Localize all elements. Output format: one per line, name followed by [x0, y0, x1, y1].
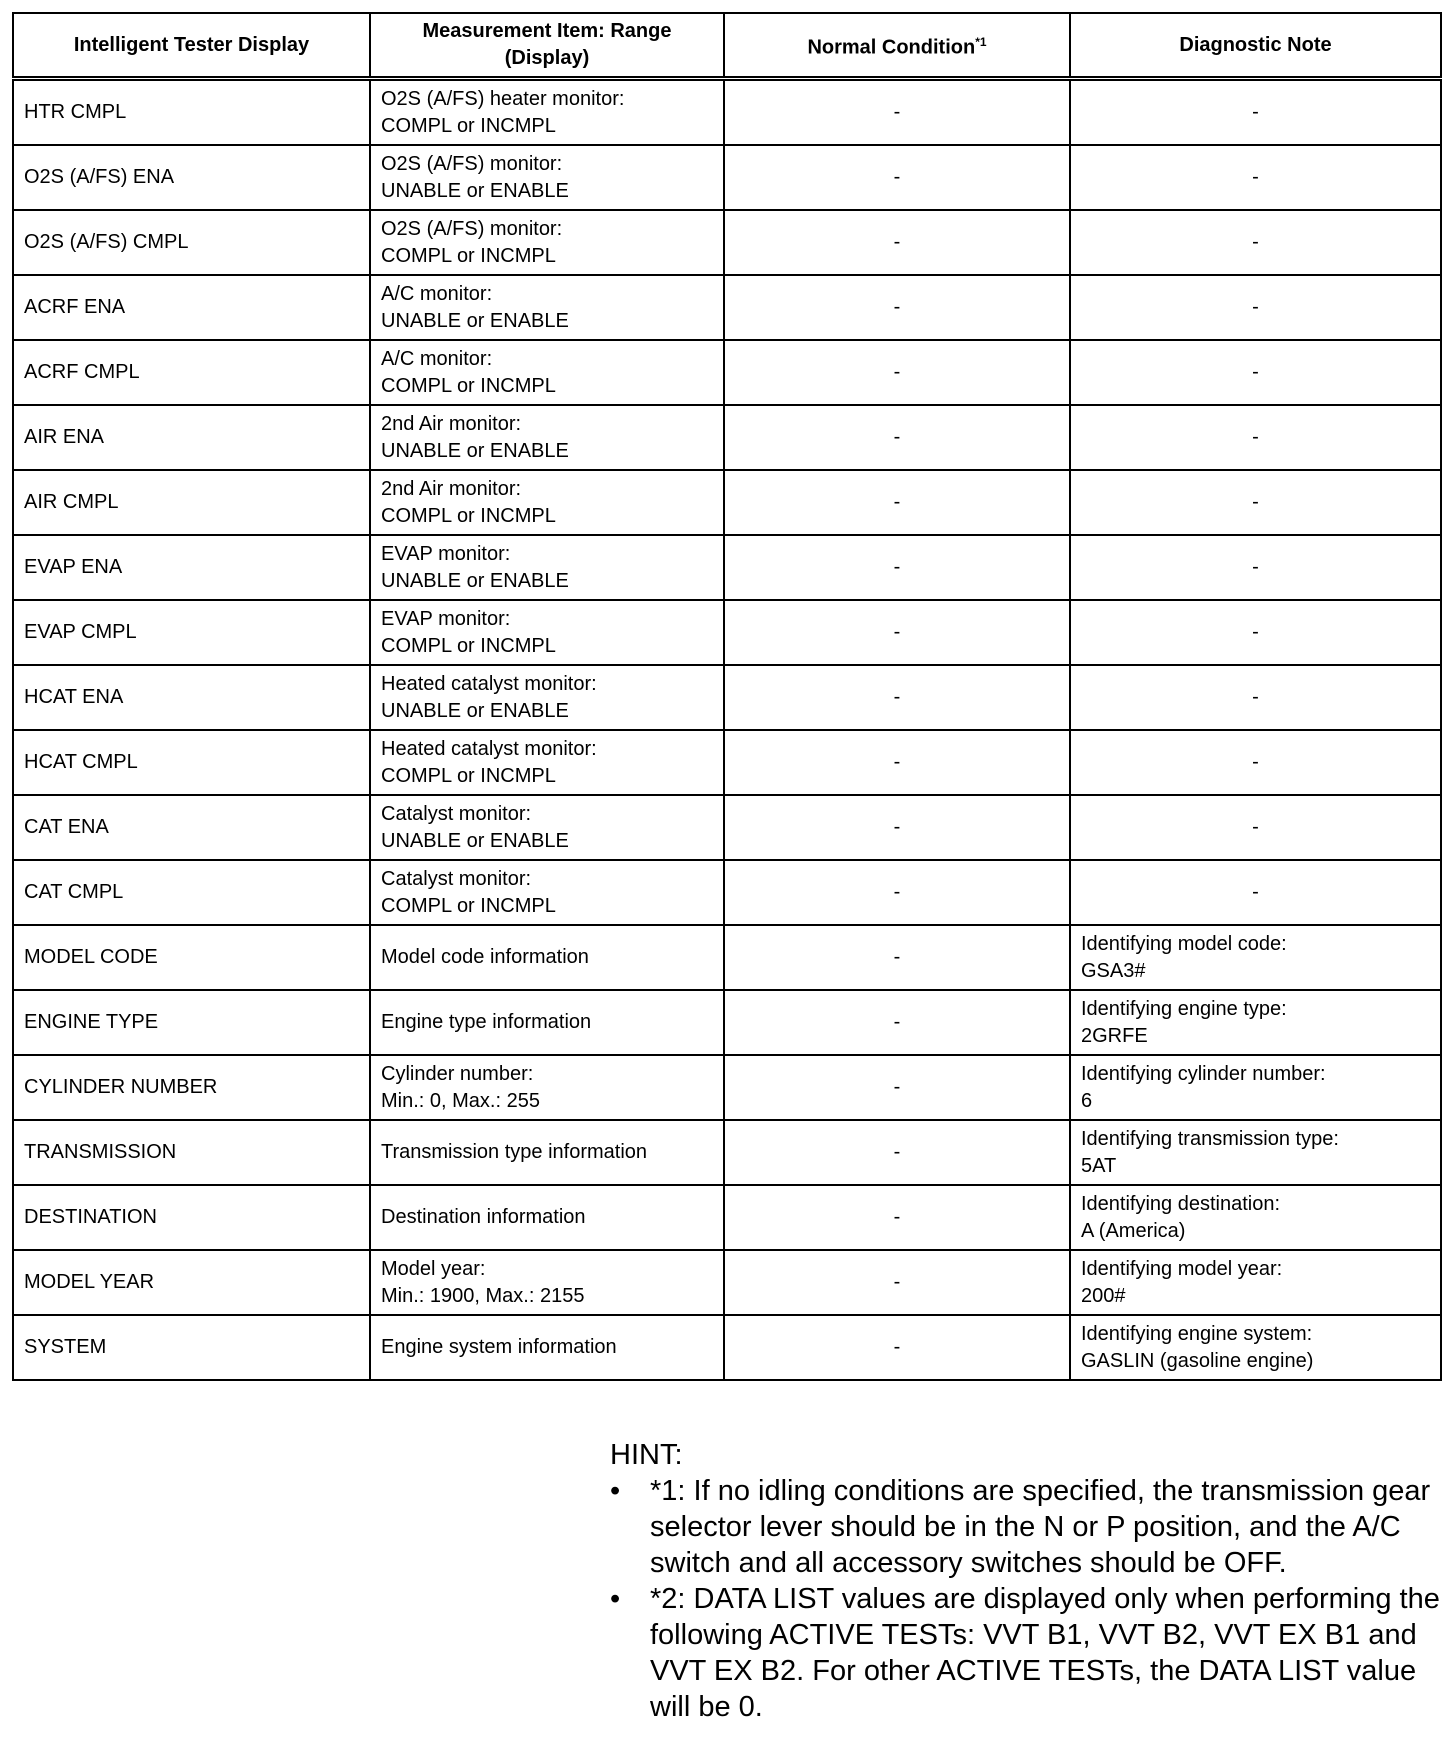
cell-normal-condition-text: - [893, 296, 901, 318]
cell-diagnostic-note-text: - [1252, 686, 1259, 708]
cell-diagnostic-note-text: Identifying model year: [1081, 1257, 1283, 1280]
cell-tester-display-text: AIR CMPL [24, 491, 119, 513]
cell-measurement-item-text: Min.: 0, Max.: 255 [381, 1089, 540, 1112]
cell-measurement-item-text: Heated catalyst monitor: [381, 672, 597, 695]
header-normal-condition [724, 13, 1070, 79]
cell-measurement-item [370, 470, 724, 535]
cell-tester-display-text: O2S (A/FS) ENA [24, 166, 175, 188]
cell-tester-display-text: CYLINDER NUMBER [24, 1076, 218, 1098]
cell-measurement-item [370, 730, 724, 795]
cell-diagnostic-note-text: Identifying transmission type: [1081, 1127, 1339, 1150]
cell-tester-display [13, 210, 370, 275]
table-row [13, 1120, 1441, 1185]
cell-measurement-item-text: Cylinder number: [381, 1062, 534, 1085]
cell-diagnostic-note-text: Identifying engine system: [1081, 1322, 1313, 1345]
cell-diagnostic-note [1070, 795, 1441, 860]
cell-tester-display [13, 340, 370, 405]
cell-tester-display [13, 990, 370, 1055]
cell-measurement-item-text: O2S (A/FS) monitor: [381, 152, 563, 175]
cell-measurement-item [370, 925, 724, 990]
table-row [13, 535, 1441, 600]
cell-diagnostic-note [1070, 275, 1441, 340]
cell-tester-display [13, 1055, 370, 1120]
table-row [13, 1315, 1441, 1380]
cell-normal-condition-text: - [893, 621, 901, 643]
cell-diagnostic-note-text: - [1252, 426, 1259, 448]
cell-tester-display-text: CAT ENA [24, 816, 109, 838]
cell-diagnostic-note [1070, 1315, 1441, 1380]
cell-measurement-item-text: A/C monitor: [381, 282, 493, 305]
cell-measurement-item-text: Destination information [381, 1206, 586, 1228]
cell-normal-condition [724, 990, 1070, 1055]
cell-measurement-item [370, 1185, 724, 1250]
table-row [13, 990, 1441, 1055]
table-row [13, 925, 1441, 990]
cell-tester-display [13, 275, 370, 340]
cell-measurement-item-text: Model code information [381, 946, 589, 968]
cell-normal-condition [724, 1315, 1070, 1380]
cell-measurement-item [370, 210, 724, 275]
cell-normal-condition-text: - [893, 1011, 901, 1033]
cell-tester-display-text: EVAP CMPL [24, 621, 137, 643]
cell-normal-condition-text: - [893, 946, 901, 968]
table-row [13, 210, 1441, 275]
cell-measurement-item [370, 535, 724, 600]
cell-tester-display [13, 860, 370, 925]
cell-measurement-item-text: COMPL or INCMPL [381, 634, 556, 657]
table-row [13, 795, 1441, 860]
cell-diagnostic-note-text: - [1252, 881, 1259, 903]
cell-diagnostic-note-text: - [1252, 491, 1259, 513]
cell-diagnostic-note-text: - [1252, 621, 1259, 643]
cell-measurement-item-text: Engine type information [381, 1011, 592, 1033]
cell-measurement-item [370, 1055, 724, 1120]
cell-normal-condition [724, 340, 1070, 405]
hint-list [610, 1473, 1450, 1725]
cell-diagnostic-note-text: - [1252, 296, 1259, 318]
cell-measurement-item-text: COMPL or INCMPL [381, 764, 556, 787]
cell-normal-condition [724, 1185, 1070, 1250]
cell-tester-display-text: DESTINATION [24, 1206, 157, 1228]
cell-measurement-item-text: COMPL or INCMPL [381, 894, 556, 917]
cell-measurement-item [370, 860, 724, 925]
cell-normal-condition-text: - [893, 1076, 901, 1098]
cell-normal-condition [724, 860, 1070, 925]
cell-normal-condition [724, 1120, 1070, 1185]
cell-tester-display [13, 1250, 370, 1315]
cell-normal-condition [724, 79, 1070, 146]
header-measurement-item-line1: Measurement Item: Range [422, 20, 672, 42]
cell-measurement-item-text: EVAP monitor: [381, 542, 511, 565]
cell-normal-condition [724, 405, 1070, 470]
cell-normal-condition [724, 925, 1070, 990]
cell-diagnostic-note [1070, 210, 1441, 275]
cell-measurement-item-text: UNABLE or ENABLE [381, 179, 569, 202]
cell-tester-display-text: CAT CMPL [24, 881, 124, 903]
cell-diagnostic-note [1070, 535, 1441, 600]
hint-section [610, 1437, 1450, 1725]
cell-normal-condition-text: - [893, 881, 901, 903]
cell-tester-display [13, 535, 370, 600]
cell-diagnostic-note-text: GASLIN (gasoline engine) [1081, 1349, 1314, 1372]
cell-normal-condition-text: - [893, 1141, 901, 1163]
table-header-row [13, 13, 1441, 79]
cell-normal-condition [724, 600, 1070, 665]
cell-normal-condition-text: - [893, 101, 901, 123]
hint-item [610, 1473, 1450, 1581]
cell-normal-condition [724, 145, 1070, 210]
cell-measurement-item [370, 275, 724, 340]
cell-measurement-item [370, 1120, 724, 1185]
footnote-ref: *1 [975, 34, 987, 49]
cell-diagnostic-note [1070, 990, 1441, 1055]
table-row [13, 730, 1441, 795]
cell-normal-condition-text: - [893, 426, 901, 448]
cell-diagnostic-note-text: Identifying model code: [1081, 932, 1287, 955]
cell-diagnostic-note [1070, 340, 1441, 405]
table-row [13, 1185, 1441, 1250]
cell-diagnostic-note-text: - [1252, 816, 1259, 838]
cell-tester-display-text: AIR ENA [24, 426, 105, 448]
cell-diagnostic-note-text: 6 [1081, 1089, 1093, 1112]
cell-tester-display [13, 795, 370, 860]
table-row [13, 340, 1441, 405]
cell-normal-condition [724, 470, 1070, 535]
cell-diagnostic-note [1070, 1055, 1441, 1120]
cell-tester-display-text: MODEL CODE [24, 946, 158, 968]
hint-title: HINT: [610, 1439, 683, 1471]
cell-diagnostic-note [1070, 470, 1441, 535]
cell-normal-condition [724, 1055, 1070, 1120]
cell-measurement-item-text: Catalyst monitor: [381, 867, 532, 890]
cell-diagnostic-note-text: A (America) [1081, 1219, 1186, 1242]
cell-diagnostic-note [1070, 145, 1441, 210]
cell-measurement-item [370, 600, 724, 665]
cell-tester-display [13, 925, 370, 990]
cell-diagnostic-note-text: 2GRFE [1081, 1024, 1148, 1047]
cell-measurement-item-text: UNABLE or ENABLE [381, 569, 569, 592]
cell-diagnostic-note [1070, 730, 1441, 795]
cell-normal-condition-text: - [893, 166, 901, 188]
cell-diagnostic-note-text: - [1252, 166, 1259, 188]
cell-measurement-item-text: COMPL or INCMPL [381, 374, 556, 397]
cell-normal-condition [724, 210, 1070, 275]
cell-normal-condition-text: - [893, 1271, 901, 1293]
cell-measurement-item [370, 405, 724, 470]
table-row [13, 470, 1441, 535]
cell-diagnostic-note [1070, 1250, 1441, 1315]
hint-item [610, 1581, 1450, 1725]
cell-normal-condition [724, 665, 1070, 730]
table-row [13, 405, 1441, 470]
cell-normal-condition-text: - [893, 556, 901, 578]
cell-tester-display-text: ENGINE TYPE [24, 1011, 159, 1033]
cell-tester-display-text: HCAT ENA [24, 686, 124, 708]
cell-tester-display-text: SYSTEM [24, 1336, 107, 1358]
cell-diagnostic-note [1070, 1185, 1441, 1250]
header-measurement-item [370, 13, 724, 79]
cell-normal-condition-text: - [893, 686, 901, 708]
table-row [13, 665, 1441, 730]
cell-tester-display [13, 470, 370, 535]
cell-measurement-item [370, 340, 724, 405]
cell-measurement-item [370, 795, 724, 860]
cell-measurement-item-text: UNABLE or ENABLE [381, 829, 569, 852]
cell-measurement-item-text: Catalyst monitor: [381, 802, 532, 825]
cell-normal-condition-text: - [893, 361, 901, 383]
cell-measurement-item [370, 79, 724, 146]
cell-diagnostic-note-text: 200# [1081, 1284, 1126, 1307]
cell-tester-display-text: ACRF CMPL [24, 361, 140, 383]
hint-item-text: *2: DATA LIST values are displayed only when performing the following ACTIVE TESTs: VVT B1, VVT B2, VVT EX B1 and VVT EX B2. For other ACTIVE TESTs, the DATA LIST value will be 0. [650, 1583, 1440, 1723]
cell-diagnostic-note [1070, 925, 1441, 990]
header-measurement-item-line2: (Display) [504, 47, 590, 69]
cell-diagnostic-note [1070, 860, 1441, 925]
cell-tester-display-text: MODEL YEAR [24, 1271, 155, 1293]
cell-measurement-item [370, 665, 724, 730]
cell-normal-condition [724, 730, 1070, 795]
cell-normal-condition [724, 275, 1070, 340]
cell-diagnostic-note [1070, 1120, 1441, 1185]
table-row [13, 600, 1441, 665]
cell-diagnostic-note-text: - [1252, 361, 1259, 383]
cell-tester-display [13, 730, 370, 795]
table-row [13, 79, 1441, 146]
cell-measurement-item [370, 145, 724, 210]
hint-item-text: *1: If no idling conditions are specified, the transmission gear selector lever should be in the N or P position, and the A/C switch and all accessory switches should be OFF. [650, 1475, 1431, 1579]
header-normal-condition-label: Normal Condition [807, 36, 976, 59]
cell-measurement-item-text: UNABLE or ENABLE [381, 309, 569, 332]
cell-tester-display-text: TRANSMISSION [24, 1141, 177, 1163]
cell-normal-condition-text: - [893, 231, 901, 253]
cell-measurement-item-text: O2S (A/FS) monitor: [381, 217, 563, 240]
cell-measurement-item-text: Transmission type information [381, 1141, 648, 1163]
cell-normal-condition-text: - [893, 816, 901, 838]
header-diagnostic-note: Diagnostic Note [1070, 13, 1441, 79]
cell-measurement-item-text: 2nd Air monitor: [381, 412, 522, 435]
cell-tester-display [13, 145, 370, 210]
cell-measurement-item-text: Model year: [381, 1257, 486, 1280]
cell-diagnostic-note-text: Identifying cylinder number: [1081, 1062, 1326, 1085]
cell-diagnostic-note-text: Identifying engine type: [1081, 997, 1287, 1020]
cell-tester-display [13, 79, 370, 146]
cell-measurement-item-text: UNABLE or ENABLE [381, 699, 569, 722]
cell-measurement-item-text: UNABLE or ENABLE [381, 439, 569, 462]
cell-normal-condition [724, 535, 1070, 600]
cell-diagnostic-note [1070, 665, 1441, 730]
cell-tester-display [13, 405, 370, 470]
table-row [13, 1250, 1441, 1315]
cell-measurement-item-text: EVAP monitor: [381, 607, 511, 630]
cell-normal-condition-text: - [893, 751, 901, 773]
cell-diagnostic-note-text: - [1252, 231, 1259, 253]
cell-tester-display-text: HCAT CMPL [24, 751, 138, 773]
cell-normal-condition-text: - [893, 1206, 901, 1228]
cell-measurement-item-text: COMPL or INCMPL [381, 114, 556, 137]
cell-measurement-item [370, 1250, 724, 1315]
cell-tester-display [13, 1120, 370, 1185]
table-row [13, 145, 1441, 210]
cell-measurement-item [370, 990, 724, 1055]
cell-tester-display [13, 600, 370, 665]
cell-normal-condition-text: - [893, 491, 901, 513]
bullet-icon: • [610, 1475, 621, 1507]
cell-diagnostic-note [1070, 405, 1441, 470]
cell-diagnostic-note [1070, 79, 1441, 146]
cell-measurement-item-text: Heated catalyst monitor: [381, 737, 597, 760]
cell-tester-display [13, 1185, 370, 1250]
table-row [13, 860, 1441, 925]
cell-normal-condition [724, 795, 1070, 860]
cell-measurement-item-text: 2nd Air monitor: [381, 477, 522, 500]
cell-measurement-item-text: Min.: 1900, Max.: 2155 [381, 1284, 585, 1307]
cell-normal-condition [724, 1250, 1070, 1315]
cell-measurement-item-text: O2S (A/FS) heater monitor: [381, 87, 625, 110]
header-tester-display: Intelligent Tester Display [13, 13, 370, 79]
data-list-table [12, 12, 1442, 1381]
cell-tester-display [13, 1315, 370, 1380]
cell-diagnostic-note [1070, 600, 1441, 665]
cell-tester-display-text: O2S (A/FS) CMPL [24, 231, 189, 253]
cell-diagnostic-note-text: 5AT [1081, 1154, 1117, 1177]
cell-normal-condition-text: - [893, 1336, 901, 1358]
cell-measurement-item-text: Engine system information [381, 1336, 617, 1358]
cell-tester-display-text: ACRF ENA [24, 296, 126, 318]
cell-diagnostic-note-text: GSA3# [1081, 959, 1146, 982]
cell-measurement-item [370, 1315, 724, 1380]
cell-measurement-item-text: COMPL or INCMPL [381, 504, 556, 527]
table-row [13, 1055, 1441, 1120]
cell-diagnostic-note-text: Identifying destination: [1081, 1192, 1281, 1215]
cell-measurement-item-text: COMPL or INCMPL [381, 244, 556, 267]
bullet-icon: • [610, 1583, 621, 1615]
cell-diagnostic-note-text: - [1252, 556, 1259, 578]
table-row [13, 275, 1441, 340]
cell-tester-display [13, 665, 370, 730]
cell-diagnostic-note-text: - [1252, 751, 1259, 773]
cell-diagnostic-note-text: - [1252, 101, 1259, 123]
cell-tester-display-text: HTR CMPL [24, 101, 127, 123]
cell-tester-display-text: EVAP ENA [24, 556, 123, 578]
cell-measurement-item-text: A/C monitor: [381, 347, 493, 370]
